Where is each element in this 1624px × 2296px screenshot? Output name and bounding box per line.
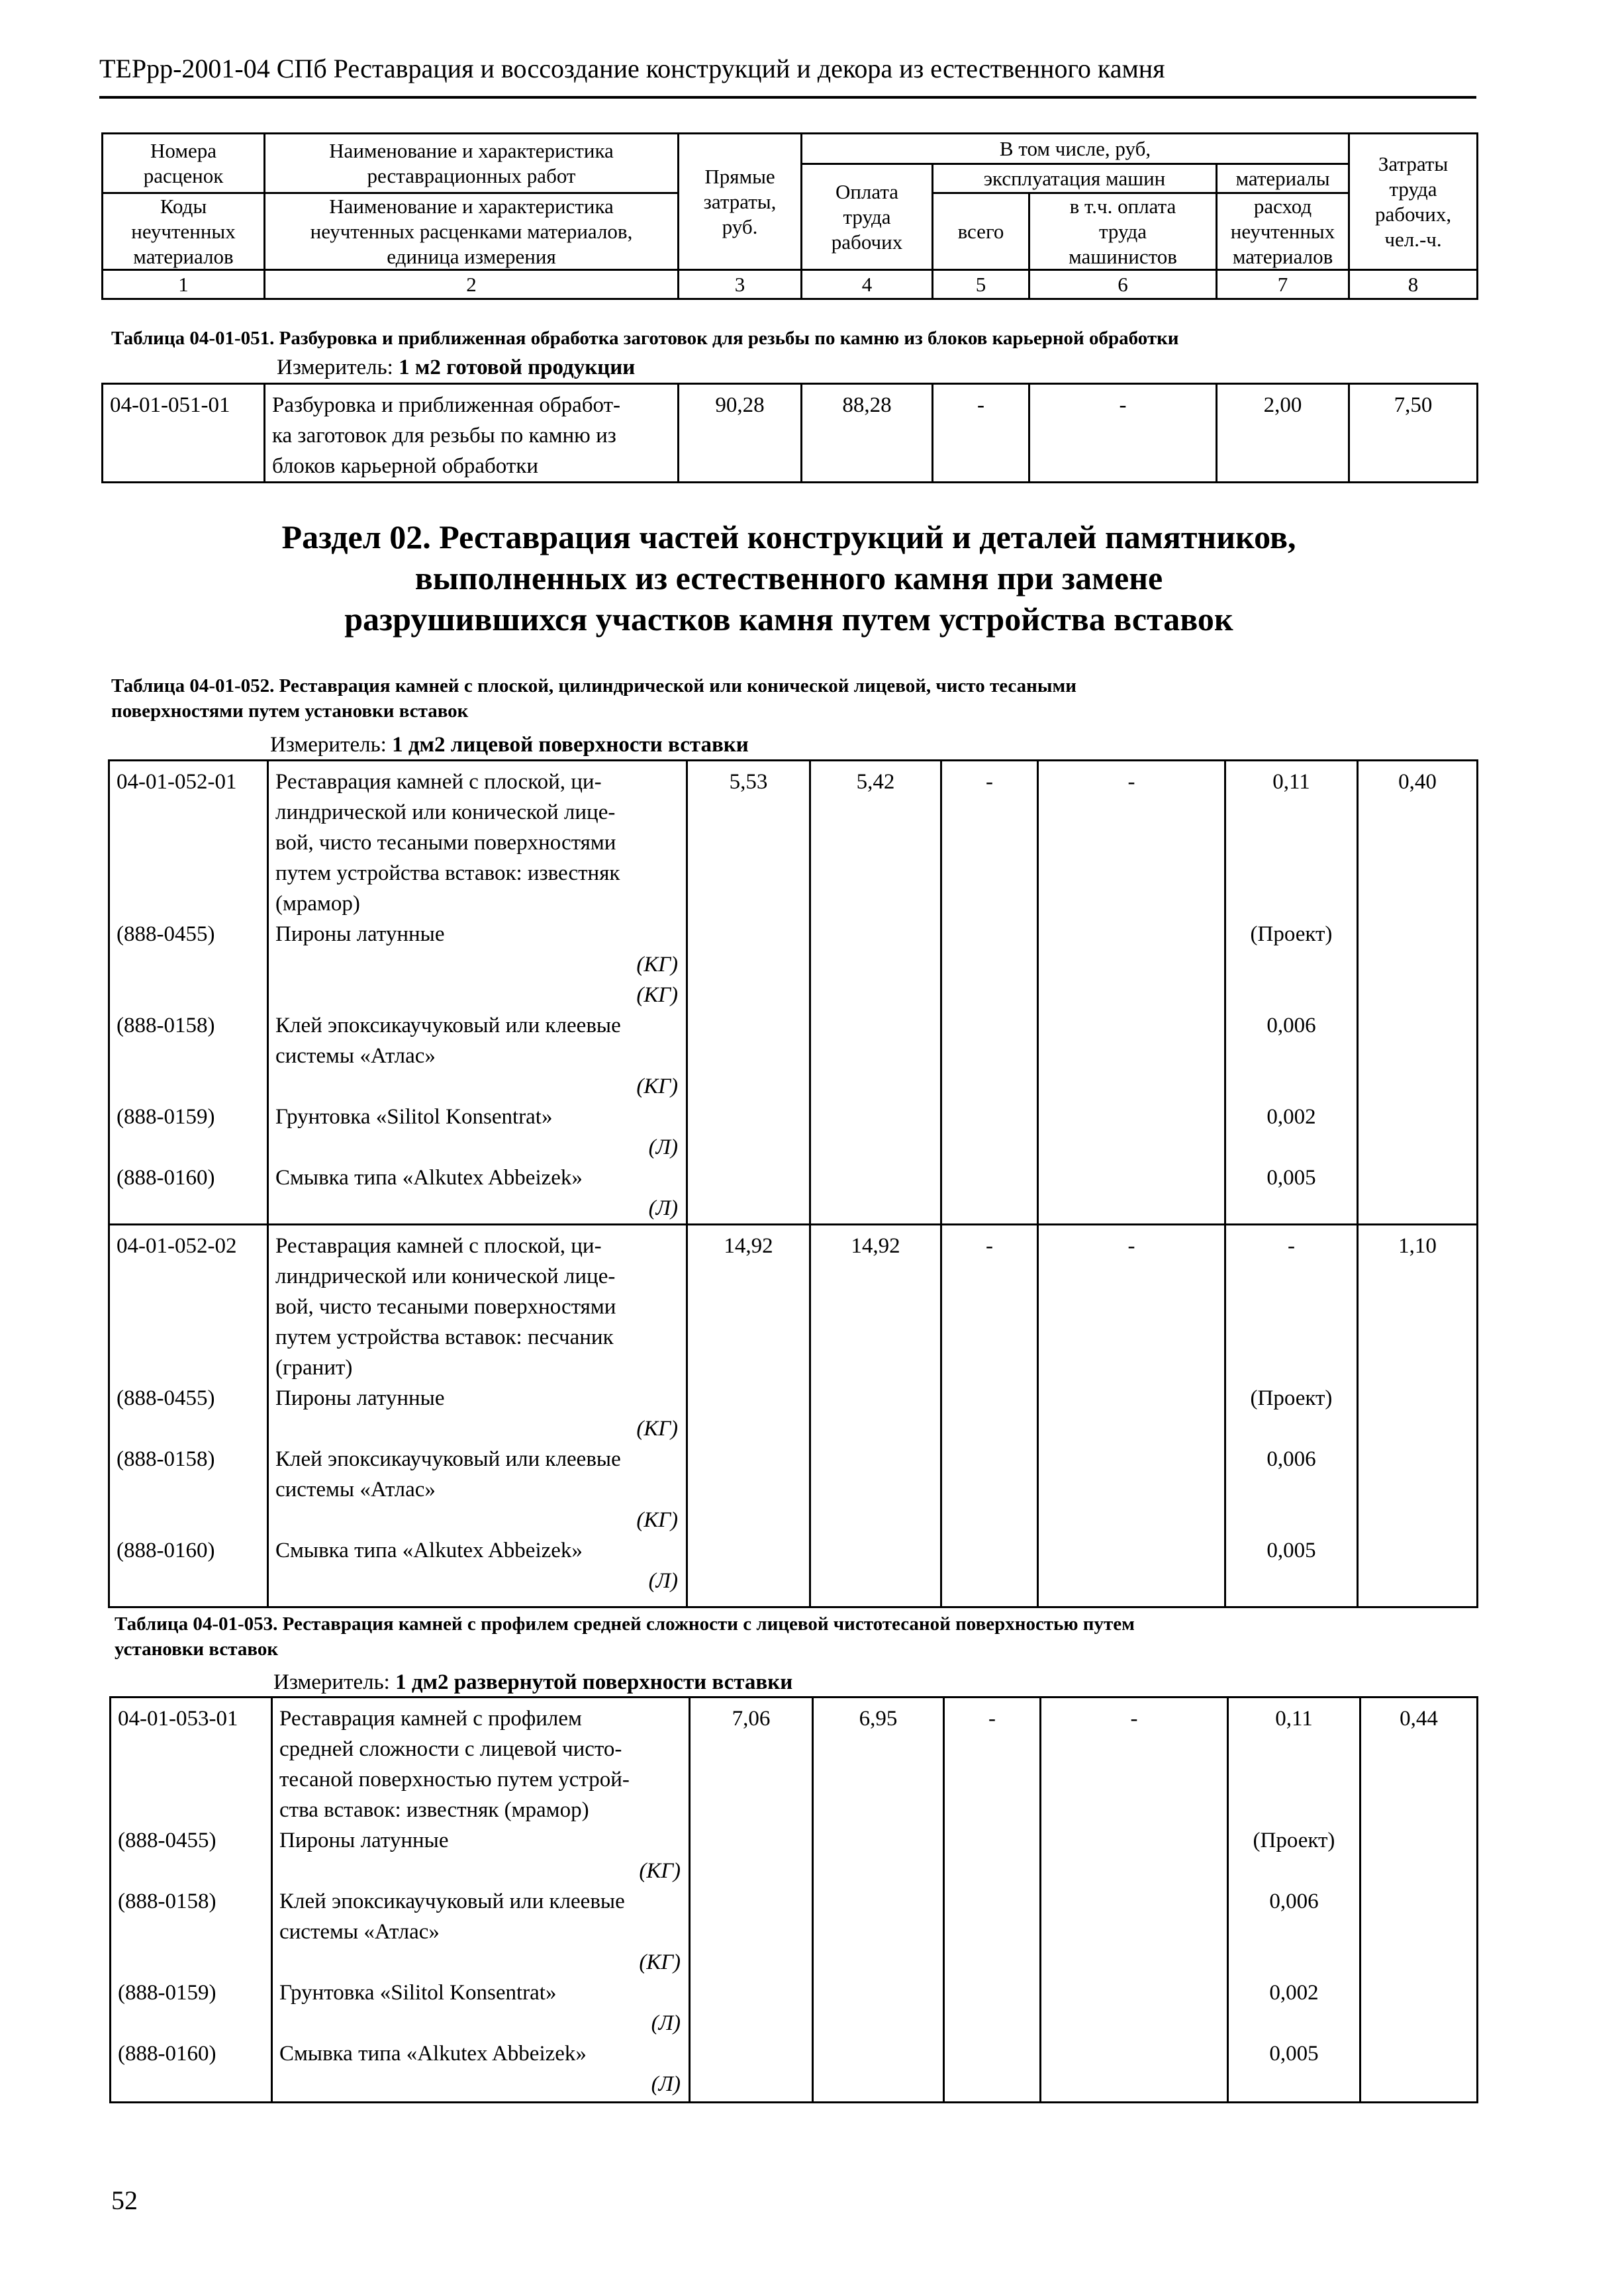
header-rule (99, 96, 1476, 99)
page-number: 52 (111, 2185, 138, 2215)
machines-header: эксплуатация машин (933, 164, 1217, 193)
col5-header: всего (933, 193, 1029, 270)
col-number: 4 (802, 270, 933, 299)
table-051-caption: Таблица 04-01-051. Разбуровка и приближенная обработка заготовок для резьбы по камню из блоков карьерной обработки (111, 328, 1179, 349)
code-column: 04-01-052-02 (888-0455) (888-0158) (888-0160) (109, 1225, 268, 1607)
rate-code: 04-01-051-01 (103, 384, 265, 483)
materials-column: 0,11 (Проект) 0,006 0,002 0,005 (1225, 761, 1358, 1225)
table-053-caption: Таблица 04-01-053. Реставрация камней с профилем средней сложности с лицевой чистотесаной поверхностью путем установки вставок (115, 1613, 1135, 1660)
code-column: 04-01-052-01 (888-0455) (888-0158) (888-0159) (888-0160) (109, 761, 268, 1225)
col3-header: Прямые затраты, руб. (679, 134, 802, 270)
labor-pay: 14,92 (810, 1225, 941, 1607)
group-header: В том числе, руб, (802, 134, 1349, 164)
name-column: Реставрация камней с плоской, ци- линдрической или конической лице- вой, чисто тесаными поверхностями путем устройства вставок: песчаник (гранит) Пироны латунные (КГ) Клей эпоксикаучуковый или клеевые системы «Атлас» (КГ) Смывка типа «Alkutex Abbeizek» (Л) (268, 1225, 687, 1607)
table-052-measure: Измеритель: 1 дм2 лицевой поверхности вставки (270, 733, 749, 757)
machines-total: - (941, 1225, 1038, 1607)
name-column: Реставрация камней с профилем средней сложности с лицевой чисто- тесаной поверхностью путем устрой- ства вставок: известняк (мрамор) Пироны латунные (КГ) Клей эпоксикаучуковый или клеевые системы «Атлас» (КГ) Грунтовка «Silitol Konsentrat» (Л) Смывка типа «Alkutex Abbeizek» (Л) (272, 1698, 690, 2103)
table-053 (109, 1696, 1478, 2103)
col-number: 8 (1349, 270, 1478, 299)
machinists-pay: - (1029, 384, 1217, 483)
col2-header-top: Наименование и характеристика реставрационных работ (265, 134, 679, 193)
col1-header-top: Номера расценок (103, 134, 265, 193)
column-header-table (101, 132, 1478, 300)
name-column: Реставрация камней с плоской, ци- линдрической или конической лице- вой, чисто тесаными поверхностями путем устройства вставок: известняк (мрамор) Пироны латунные (КГ) (КГ) Клей эпоксикаучуковый или клеевые системы «Атлас» (КГ) Грунтовка «Silitol Konsentrat» (Л) Смывка типа «Alkutex Abbeizek» (Л) (268, 761, 687, 1225)
col-number: 6 (1029, 270, 1217, 299)
materials-column: 0,11 (Проект) 0,006 0,002 0,005 (1228, 1698, 1361, 2103)
labor-hours: 0,40 (1358, 761, 1478, 1225)
materials-header: материалы (1217, 164, 1349, 193)
labor-hours: 1,10 (1358, 1225, 1478, 1607)
col-number: 3 (679, 270, 802, 299)
running-header-title: ТЕРрр-2001-04 СПб Реставрация и воссоздание конструкций и декора из естественного камня (99, 54, 1165, 83)
machinists-pay: - (1038, 1225, 1225, 1607)
col-number: 1 (103, 270, 265, 299)
rate-name: Разбуровка и приближенная обработ- ка заготовок для резьбы по камню из блоков карьерной обработки (265, 384, 679, 483)
col4-header: Оплата труда рабочих (802, 164, 933, 270)
direct-cost: 7,06 (690, 1698, 813, 2103)
col2-header-bottom: Наименование и характеристика неучтенных расценками материалов, единица измерения (265, 193, 679, 270)
labor-pay: 6,95 (813, 1698, 944, 2103)
table-051-measure: Измеритель: 1 м2 готовой продукции (277, 356, 636, 379)
machines-total: - (941, 761, 1038, 1225)
table-051 (101, 383, 1478, 483)
materials-column: - (Проект) 0,006 0,005 (1225, 1225, 1358, 1607)
col1-header-bottom: Коды неучтенных материалов (103, 193, 265, 270)
direct-cost: 90,28 (679, 384, 802, 483)
table-052-caption: Таблица 04-01-052. Реставрация камней с плоской, цилиндрической или конической лицевой, чисто тесаными поверхностями путем установки вставок (111, 675, 1076, 722)
table-row (103, 384, 1478, 483)
direct-cost: 14,92 (687, 1225, 810, 1607)
labor-hours: 7,50 (1349, 384, 1478, 483)
machines-total: - (933, 384, 1029, 483)
table-row (109, 1225, 1478, 1607)
table-row (111, 1698, 1478, 2103)
table-052 (108, 759, 1478, 1608)
col7-header: расход неучтенных материалов (1217, 193, 1349, 270)
col6-header: в т.ч. оплата труда машинистов (1029, 193, 1217, 270)
table-row (109, 761, 1478, 1225)
machinists-pay: - (1038, 761, 1225, 1225)
section-heading: Раздел 02. Реставрация частей конструкций и деталей памятников, выполненных из естественного камня при замене разрушившихся участков камня путем устройства вставок (281, 518, 1296, 638)
labor-pay: 5,42 (810, 761, 941, 1225)
labor-pay: 88,28 (802, 384, 933, 483)
col8-header: Затраты труда рабочих, чел.-ч. (1349, 134, 1478, 270)
table-053-measure: Измеритель: 1 дм2 развернутой поверхности вставки (273, 1670, 793, 1694)
labor-hours: 0,44 (1361, 1698, 1478, 2103)
machines-total: - (944, 1698, 1041, 2103)
col-number: 7 (1217, 270, 1349, 299)
machinists-pay: - (1041, 1698, 1228, 2103)
materials-cost: 2,00 (1217, 384, 1349, 483)
col-number: 2 (265, 270, 679, 299)
code-column: 04-01-053-01 (888-0455) (888-0158) (888-0159) (888-0160) (111, 1698, 272, 2103)
col-number: 5 (933, 270, 1029, 299)
direct-cost: 5,53 (687, 761, 810, 1225)
